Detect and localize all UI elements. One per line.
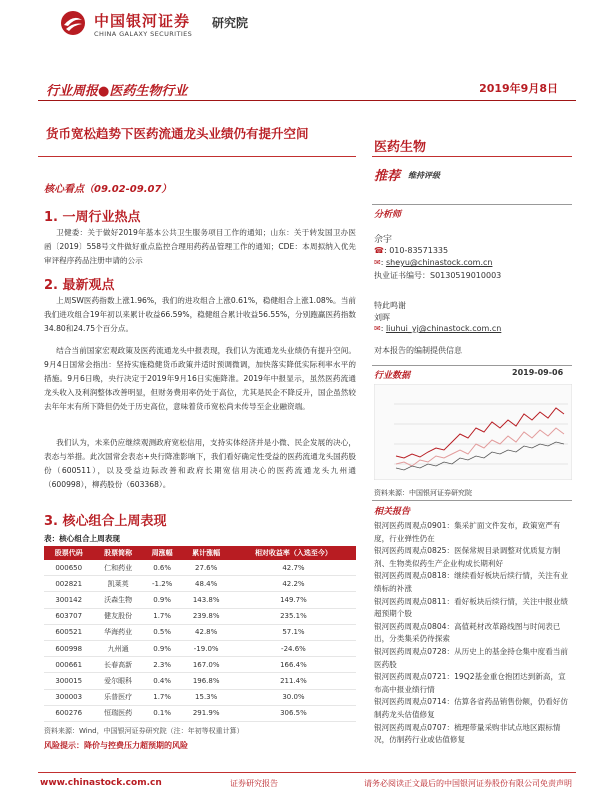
related-report-link[interactable]: 银河医药周观点0818：继续看好板块后续行情，关注有业绩标的补涨 bbox=[374, 571, 568, 593]
table-cell: 0.4% bbox=[143, 673, 182, 689]
table-cell: 九州通 bbox=[93, 640, 142, 656]
table-cell: 2.3% bbox=[143, 657, 182, 673]
col-header: 周涨幅 bbox=[143, 546, 182, 560]
report-date: 2019年9月8日 bbox=[479, 82, 558, 95]
table-title: 表：核心组合上周表现 bbox=[44, 534, 120, 543]
table-source: 资料来源：Wind，中国银河证券研究院（注：年初等权重计算） bbox=[44, 727, 244, 735]
table-cell: 48.4% bbox=[181, 576, 230, 592]
related-report-link[interactable]: 银河医药周观点0721：19Q2基金重仓抱团达到新高，宣布高中报业绩行情 bbox=[374, 672, 566, 694]
section2-para1: 上周SW医药指数上涨1.96%，我们的进攻组合上涨0.61%，稳健组合上涨1.08%。当前我们进攻组合19年初以来累计收益66.59%，稳健组合累计收益56.55%，分别跑赢医药指数34.80和24.75个百分点。 bbox=[44, 296, 356, 333]
table-cell: 211.4% bbox=[231, 673, 356, 689]
table-row bbox=[44, 576, 356, 592]
analyst-phone: 010-83571335 bbox=[389, 246, 449, 255]
report-category: 行业周报●医药生物行业 bbox=[46, 84, 188, 99]
related-report-link[interactable]: 银河医药周观点0811：看好板块后续行情，关注中报业绩超预期个股 bbox=[374, 596, 568, 619]
rating-main: 推荐 bbox=[374, 169, 401, 184]
market-date: 2019-09-06 bbox=[512, 368, 564, 377]
related-report-link[interactable]: 银河医药周观点0804：高值耗材改革路线图与时间表已出，分类集采仍待探索 bbox=[374, 621, 561, 644]
related-report-link[interactable]: 银河医药周观点0707：梳理带量采购非试点地区跟标情况，仿制药行业或估值修复 bbox=[374, 722, 561, 745]
table-row bbox=[44, 673, 356, 689]
table-cell: 600521 bbox=[44, 624, 93, 640]
table-cell: 42.7% bbox=[231, 560, 356, 576]
table-cell: 300003 bbox=[44, 689, 93, 705]
table-cell: 57.1% bbox=[231, 624, 356, 640]
table-row bbox=[44, 560, 356, 576]
table-cell: 恒瑞医药 bbox=[93, 705, 142, 721]
table-cell: 300015 bbox=[44, 673, 93, 689]
table-cell: 143.8% bbox=[181, 592, 230, 608]
col-header: 累计涨幅 bbox=[181, 546, 230, 560]
table-row bbox=[44, 689, 356, 705]
contributor-name: 刘晖 bbox=[374, 313, 390, 322]
table-cell: 239.8% bbox=[181, 608, 230, 624]
table-cell: 42.8% bbox=[181, 624, 230, 640]
mail-icon: ✉ bbox=[374, 258, 381, 267]
market-divider bbox=[372, 365, 572, 366]
table-cell: 乐普医疗 bbox=[93, 689, 142, 705]
section2-para3: 我们认为，未来仍应继续观测政府宽松信用，支持实体经济并是小微、民企发展的决心，表态与举措。此次国常会表态+央行降准影响下，我们看好确定性受益的医药流通龙头国药股份（600511），以及受益边际改善和政府长期宽信用决心的医药流通龙头九州通（600998），柳药股份（603368）。 bbox=[44, 438, 356, 489]
holdings-table bbox=[44, 546, 356, 722]
table-cell: -24.6% bbox=[231, 640, 356, 656]
related-report-link[interactable]: 银河医药周观点0901：集采扩面文件发布，政策宽严有度，行业弹性仍在 bbox=[374, 521, 561, 543]
related-reports bbox=[374, 520, 572, 747]
risk-warning: 风险提示：降价与控费压力超预期的风险 bbox=[44, 741, 188, 750]
phone-icon: ☎ bbox=[374, 246, 384, 255]
table-cell: 27.6% bbox=[181, 560, 230, 576]
index-chart bbox=[374, 384, 572, 480]
table-cell: -19.0% bbox=[181, 640, 230, 656]
table-cell: 149.7% bbox=[231, 592, 356, 608]
table-row bbox=[44, 624, 356, 640]
table-cell: 沃森生物 bbox=[93, 592, 142, 608]
table-cell: 凯莱英 bbox=[93, 576, 142, 592]
footer-label: 证券研究报告 bbox=[230, 779, 278, 788]
table-cell: 0.9% bbox=[143, 640, 182, 656]
table-cell: 300142 bbox=[44, 592, 93, 608]
brand-name-en: CHINA GALAXY SECURITIES bbox=[94, 30, 193, 38]
related-report-link[interactable]: 银河医药周观点0825：医保常规目录调整对优质复方制剂、生物类似药生产企业构成长期利好 bbox=[374, 546, 561, 568]
table-cell: 30.0% bbox=[231, 689, 356, 705]
table-cell: -1.2% bbox=[143, 576, 182, 592]
related-label: 相关报告 bbox=[374, 507, 411, 517]
title-divider bbox=[38, 156, 356, 157]
table-cell: 603707 bbox=[44, 608, 93, 624]
section1-text: 卫健委：关于做好2019年基本公共卫生服务项目工作的通知；山东：关于转发国卫办医函〔2019〕558号文件做好重点监控合理用药药品管理工作的通知；CDE：本周拟纳入优先审评程序药品注册申请的公示 bbox=[44, 228, 356, 265]
galaxy-logo-icon bbox=[60, 10, 86, 36]
table-cell: 42.2% bbox=[231, 576, 356, 592]
chart-source: 资料来源：中国银河证券研究院 bbox=[374, 489, 472, 497]
table-cell: 0.5% bbox=[143, 624, 182, 640]
contributor-email[interactable]: liuhui_yj@chinastock.com.cn bbox=[385, 324, 502, 333]
table-cell: 0.1% bbox=[143, 705, 182, 721]
table-row bbox=[44, 592, 356, 608]
footer-site[interactable]: www.chinastock.com.cn bbox=[40, 778, 162, 788]
section3-heading: 3. 核心组合上周表现 bbox=[44, 514, 167, 529]
rating-sub: 维持评级 bbox=[408, 171, 440, 180]
table-cell: 仁和药业 bbox=[93, 560, 142, 576]
table-cell: 0.6% bbox=[143, 560, 182, 576]
page-title: 货币宽松趋势下医药流通龙头业绩仍有提升空间 bbox=[46, 126, 309, 141]
table-cell: 华海药业 bbox=[93, 624, 142, 640]
contributor-email-row: ✉: liuhui_yj@chinastock.com.cn bbox=[374, 324, 502, 333]
analyst-label: 分析师 bbox=[374, 210, 402, 220]
table-row bbox=[44, 657, 356, 673]
table-cell: 1.7% bbox=[143, 689, 182, 705]
analyst-name: 佘宇 bbox=[374, 235, 393, 245]
analyst-divider bbox=[372, 204, 572, 205]
table-cell: 长春高新 bbox=[93, 657, 142, 673]
table-cell: 291.9% bbox=[181, 705, 230, 721]
table-cell: 000650 bbox=[44, 560, 93, 576]
mail-icon: ✉ bbox=[374, 324, 381, 333]
sidebar-divider bbox=[372, 156, 572, 157]
table-cell: 1.7% bbox=[143, 608, 182, 624]
table-cell: 爱尔眼科 bbox=[93, 673, 142, 689]
table-cell: 600998 bbox=[44, 640, 93, 656]
table-cell: 235.1% bbox=[231, 608, 356, 624]
table-row bbox=[44, 608, 356, 624]
table-cell: 600276 bbox=[44, 705, 93, 721]
related-report-link[interactable]: 银河医药周观点0714：估算各省药品销售份额，仍看好仿制药龙头估值修复 bbox=[374, 697, 568, 719]
thanks-label: 特此鸣谢 bbox=[374, 301, 406, 310]
table-cell: 15.3% bbox=[181, 689, 230, 705]
table-header-row bbox=[44, 546, 356, 560]
table-cell: 306.5% bbox=[231, 705, 356, 721]
brand-name: 中国银河证券 bbox=[94, 12, 191, 30]
section2-para2: 结合当前国家宏观政策及医药流通龙头中报表现，我们认为流通龙头业绩仍有提升空间。9月4日国常会指出：坚持实施稳健货币政策并适时预调微调，加快落实降低实际利率水平的措施。9月6日晚，央行决定于2019年9月16日实施降准。2019年中报显示，虽然医药流通龙头收入及利润整体改善明显，但财务费用率仍处于高位，尤其是民企不降反升，国企虽然较去年年末有所下降但仍处于历史高位，意味着货币宽松尚未传导至企业融资端。 bbox=[44, 346, 356, 411]
industry-name: 医药生物 bbox=[374, 140, 427, 155]
table-cell: 196.8% bbox=[181, 673, 230, 689]
related-report-link[interactable]: 银河医药周观点0728：从历史上的基金持仓集中度看当前医药股 bbox=[374, 646, 568, 669]
col-header: 股票简称 bbox=[93, 546, 142, 560]
footer-rule bbox=[38, 772, 576, 773]
col-header: 股票代码 bbox=[44, 546, 93, 560]
section1-heading: 1. 一周行业热点 bbox=[44, 210, 141, 225]
table-cell: 167.0% bbox=[181, 657, 230, 673]
footer-disclaimer: 请务必阅读正文最后的中国银河证券股份有限公司免责声明 bbox=[364, 779, 572, 788]
table-row bbox=[44, 640, 356, 656]
brand-institute: 研究院 bbox=[212, 16, 249, 30]
analyst-email[interactable]: sheyu@chinastock.com.cn bbox=[385, 258, 493, 267]
section2-heading: 2. 最新观点 bbox=[44, 278, 115, 293]
related-divider bbox=[372, 500, 572, 501]
core-view-heading: 核心看点（09.02-09.07） bbox=[44, 184, 172, 195]
analyst-cert: 执业证书编号：S0130519010003 bbox=[374, 271, 502, 280]
col-header: 相对收益率（入选至今） bbox=[231, 546, 356, 560]
analyst-phone-row: ☎: 010-83571335 bbox=[374, 246, 449, 255]
table-cell: 0.9% bbox=[143, 592, 182, 608]
table-cell: 健友股份 bbox=[93, 608, 142, 624]
table-cell: 166.4% bbox=[231, 657, 356, 673]
contributor-note: 对本报告的编制提供信息 bbox=[374, 346, 462, 355]
analyst-email-row: ✉: sheyu@chinastock.com.cn bbox=[374, 258, 493, 267]
table-cell: 000661 bbox=[44, 657, 93, 673]
table-cell: 002821 bbox=[44, 576, 93, 592]
table-row bbox=[44, 705, 356, 721]
market-label: 行业数据 bbox=[374, 371, 411, 381]
